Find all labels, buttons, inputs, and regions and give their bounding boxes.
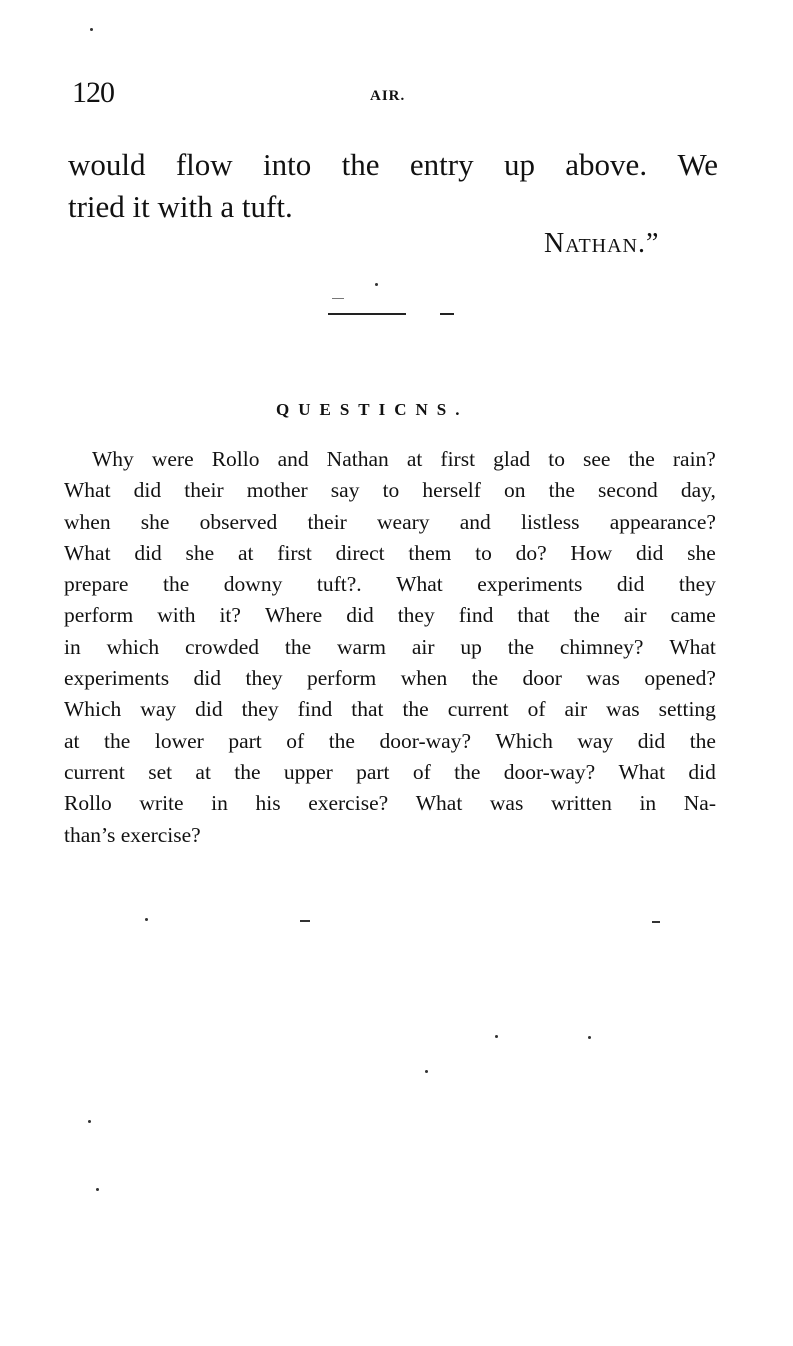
word: when bbox=[400, 666, 448, 691]
word: chimney? bbox=[559, 634, 644, 659]
word: find bbox=[297, 697, 333, 722]
word: perform bbox=[64, 603, 134, 628]
word: did bbox=[616, 572, 645, 597]
print-speck bbox=[90, 28, 93, 31]
word: would bbox=[68, 147, 146, 182]
questions-heading: QUESTICNS. bbox=[276, 400, 469, 419]
continued-paragraph bbox=[68, 144, 718, 228]
word: Na- bbox=[683, 791, 716, 816]
word: they bbox=[245, 666, 283, 691]
ornament-rule-top bbox=[332, 298, 344, 299]
word: the bbox=[284, 634, 312, 659]
word: of bbox=[527, 697, 546, 722]
word: What bbox=[618, 759, 666, 784]
word: What bbox=[415, 791, 463, 816]
word: the bbox=[689, 728, 716, 753]
print-speck bbox=[425, 1070, 428, 1073]
word: at bbox=[406, 447, 423, 471]
word: Nathan bbox=[326, 447, 389, 471]
word: the bbox=[104, 728, 131, 753]
continued-line-1 bbox=[68, 144, 718, 186]
word: crowded bbox=[185, 634, 260, 659]
word: with bbox=[157, 603, 196, 628]
word: his bbox=[255, 791, 281, 816]
word: to bbox=[475, 540, 492, 565]
word: that bbox=[351, 697, 384, 722]
word: door-way? bbox=[503, 759, 596, 784]
word: upper bbox=[283, 759, 333, 784]
question-line bbox=[64, 600, 716, 631]
word: did bbox=[346, 603, 374, 628]
word: find bbox=[458, 603, 494, 628]
word: they bbox=[241, 697, 279, 722]
word: direct bbox=[335, 540, 385, 565]
word: did bbox=[134, 540, 162, 565]
word: was bbox=[586, 666, 620, 691]
word: above. bbox=[565, 147, 648, 182]
word: of bbox=[412, 759, 431, 784]
word: We bbox=[677, 147, 718, 182]
word: Why bbox=[92, 447, 134, 471]
word: air bbox=[564, 697, 588, 722]
word: was bbox=[606, 697, 640, 722]
word: warm bbox=[337, 634, 386, 659]
word: tuft?. bbox=[316, 572, 362, 597]
word: did bbox=[133, 478, 162, 503]
word: mother bbox=[246, 478, 308, 503]
question-line bbox=[64, 788, 716, 819]
word: second bbox=[598, 478, 658, 503]
word: first bbox=[277, 540, 312, 565]
question-line bbox=[64, 538, 716, 569]
word: opened? bbox=[644, 666, 716, 691]
word: What bbox=[396, 572, 443, 597]
print-speck bbox=[88, 1120, 91, 1123]
word: part bbox=[356, 759, 390, 784]
word: do? bbox=[515, 540, 547, 565]
word: the bbox=[573, 603, 600, 628]
question-line bbox=[64, 507, 716, 538]
word: Rollo bbox=[211, 447, 260, 471]
word: Rollo bbox=[64, 791, 112, 816]
word: setting bbox=[658, 697, 716, 722]
word: it? bbox=[219, 603, 241, 628]
print-speck bbox=[300, 920, 310, 922]
word: them bbox=[408, 540, 452, 565]
question-line bbox=[64, 475, 716, 506]
word: the bbox=[234, 759, 261, 784]
word: to bbox=[382, 478, 400, 503]
word: they bbox=[397, 603, 435, 628]
word: How bbox=[570, 540, 613, 565]
word: the bbox=[402, 697, 429, 722]
word: What bbox=[669, 634, 716, 659]
letter-signature: Nathan.” bbox=[544, 228, 660, 259]
print-speck bbox=[375, 283, 378, 286]
word: Which bbox=[64, 697, 122, 722]
word: way bbox=[140, 697, 177, 722]
word: did bbox=[688, 759, 716, 784]
print-speck bbox=[96, 1188, 99, 1191]
word: at bbox=[64, 728, 80, 753]
word: the bbox=[162, 572, 190, 597]
word: perform bbox=[307, 666, 377, 691]
word: at bbox=[195, 759, 211, 784]
word: up bbox=[503, 147, 535, 182]
word: the bbox=[341, 147, 380, 182]
word: set bbox=[148, 759, 173, 784]
word: lower bbox=[154, 728, 204, 753]
word: and bbox=[459, 509, 491, 534]
word: the bbox=[454, 759, 481, 784]
word: say bbox=[330, 478, 360, 503]
word: experiments bbox=[477, 572, 583, 597]
word: to bbox=[548, 447, 565, 471]
word: of bbox=[286, 728, 305, 753]
word: What bbox=[64, 478, 111, 503]
word: the bbox=[328, 728, 355, 753]
question-line bbox=[64, 632, 716, 663]
word: listless bbox=[520, 509, 580, 534]
word: into bbox=[263, 147, 312, 182]
word: herself bbox=[422, 478, 481, 503]
word: entry bbox=[409, 147, 474, 182]
word: at bbox=[237, 540, 254, 565]
question-line bbox=[64, 694, 716, 725]
print-speck bbox=[145, 918, 148, 921]
word: downy bbox=[223, 572, 283, 597]
word: in bbox=[211, 791, 228, 816]
word: part bbox=[228, 728, 262, 753]
word: in bbox=[64, 634, 81, 659]
word: appearance? bbox=[609, 509, 716, 534]
word: Which bbox=[495, 728, 553, 753]
word: they bbox=[678, 572, 716, 597]
questions-paragraph bbox=[64, 444, 716, 851]
question-line bbox=[64, 663, 716, 694]
word: day, bbox=[680, 478, 716, 503]
word: prepare bbox=[64, 572, 129, 597]
word: was bbox=[489, 791, 524, 816]
word: she bbox=[140, 509, 170, 534]
print-speck bbox=[495, 1035, 498, 1038]
word: way bbox=[577, 728, 614, 753]
word: current bbox=[447, 697, 509, 722]
print-speck bbox=[652, 921, 660, 923]
word: written bbox=[550, 791, 612, 816]
word: and bbox=[277, 447, 309, 471]
continued-line-2: tried it with a tuft. bbox=[68, 189, 293, 224]
word: the bbox=[471, 666, 499, 691]
word: were bbox=[151, 447, 194, 471]
word: write bbox=[139, 791, 184, 816]
print-speck bbox=[588, 1036, 591, 1039]
word: their bbox=[307, 509, 347, 534]
word: flow bbox=[175, 147, 233, 182]
word: air bbox=[623, 603, 647, 628]
word: What bbox=[64, 540, 111, 565]
word: weary bbox=[377, 509, 430, 534]
word: see bbox=[583, 447, 611, 471]
word: glad bbox=[493, 447, 531, 471]
question-line bbox=[64, 444, 716, 475]
word: the bbox=[507, 634, 535, 659]
word: current bbox=[64, 759, 125, 784]
question-line bbox=[64, 757, 716, 788]
word: door-way? bbox=[379, 728, 472, 753]
word: on bbox=[504, 478, 526, 503]
section-divider-end bbox=[440, 313, 454, 315]
word: Where bbox=[264, 603, 323, 628]
word: air bbox=[411, 634, 435, 659]
page-number: 120 bbox=[72, 76, 114, 109]
word: which bbox=[106, 634, 160, 659]
word: did bbox=[635, 540, 664, 565]
word: the bbox=[548, 478, 575, 503]
word: in bbox=[639, 791, 657, 816]
question-line-last: than’s exercise? bbox=[64, 822, 201, 847]
word: did bbox=[195, 697, 223, 722]
word: did bbox=[637, 728, 666, 753]
word: up bbox=[460, 634, 482, 659]
question-line bbox=[64, 569, 716, 600]
word: came bbox=[670, 603, 716, 628]
word: she bbox=[687, 540, 716, 565]
word: observed bbox=[199, 509, 278, 534]
word: their bbox=[184, 478, 224, 503]
word: door bbox=[522, 666, 562, 691]
word: first bbox=[440, 447, 476, 471]
word: the bbox=[628, 447, 655, 471]
word: rain? bbox=[672, 447, 716, 471]
word: experiments bbox=[64, 666, 170, 691]
word: that bbox=[517, 603, 550, 628]
word: exercise? bbox=[308, 791, 389, 816]
word: she bbox=[185, 540, 215, 565]
running-head: AIR. bbox=[370, 88, 406, 104]
word: did bbox=[193, 666, 222, 691]
question-line bbox=[64, 726, 716, 757]
section-divider bbox=[328, 313, 406, 315]
word: when bbox=[64, 509, 111, 534]
